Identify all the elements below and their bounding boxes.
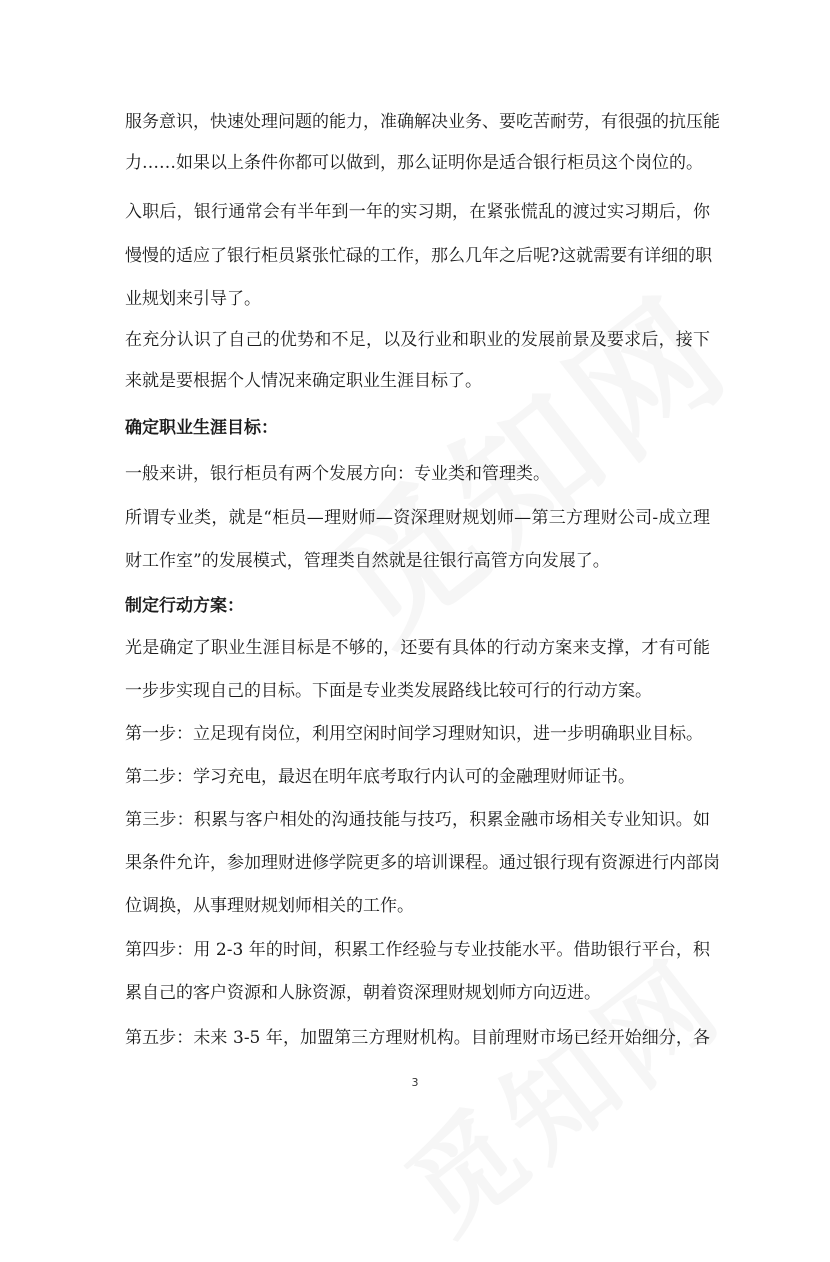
- text-line: 第五步：未来 3-5 年，加盟第三方理财机构。目前理财市场已经开始细分，各: [125, 1028, 710, 1048]
- text-line: 所谓专业类，就是“柜员—理财师—资深理财规划师—第三方理财公司-成立理: [125, 508, 710, 528]
- text-line: 一步步实现自己的目标。下面是专业类发展路线比较可行的行动方案。: [125, 681, 652, 701]
- text-line: 慢慢的适应了银行柜员紧张忙碌的工作，那么几年之后呢?这就需要有详细的职: [125, 246, 713, 266]
- text-line: 入职后，银行通常会有半年到一年的实习期，在紧张慌乱的渡过实习期后，你: [125, 202, 710, 222]
- text-line: 累自己的客户资源和人脉资源，朝着资深理财规划师方向迈进。: [125, 983, 601, 1003]
- text-line: 在充分认识了自己的优势和不足，以及行业和职业的发展前景及要求后，接下: [125, 330, 710, 350]
- text-line: 服务意识，快速处理问题的能力，准确解决业务、要吃苦耐劳，有很强的抗压能: [125, 112, 720, 132]
- text-line: 一般来讲，银行柜员有两个发展方向：专业类和管理类。: [125, 464, 550, 484]
- text-line: 第三步：积累与客户相处的沟通技能与技巧，积累金融市场相关专业知识。如: [125, 810, 710, 830]
- section-heading: 确定职业生涯目标：: [125, 418, 278, 438]
- text-line: 第四步：用 2-3 年的时间，积累工作经验与专业技能水平。借助银行平台，积: [125, 940, 710, 960]
- section-heading: 制定行动方案：: [125, 596, 244, 616]
- text-line: 财工作室”的发展模式，管理类自然就是往银行高管方向发展了。: [125, 551, 610, 571]
- text-line: 位调换，从事理财规划师相关的工作。: [125, 896, 414, 916]
- text-line: 第二步：学习充电，最迟在明年底考取行内认可的金融理财师证书。: [125, 767, 635, 787]
- text-line: 光是确定了职业生涯目标是不够的，还要有具体的行动方案来支撑，才有可能: [125, 638, 710, 658]
- watermark-lower: [370, 916, 751, 1262]
- text-line: 力……如果以上条件你都可以做到，那么证明你是适合银行柜员这个岗位的。: [125, 153, 703, 173]
- page-number: 3: [411, 1076, 419, 1089]
- text-line: 来就是要根据个人情况来确定职业生涯目标了。: [125, 371, 482, 391]
- text-line: 果条件允许，参加理财进修学院更多的培训课程。通过银行现有资源进行内部岗: [125, 853, 720, 873]
- text-line: 第一步：立足现有岗位，利用空闲时间学习理财知识，进一步明确职业目标。: [125, 724, 703, 744]
- text-line: 业规划来引导了。: [125, 289, 261, 309]
